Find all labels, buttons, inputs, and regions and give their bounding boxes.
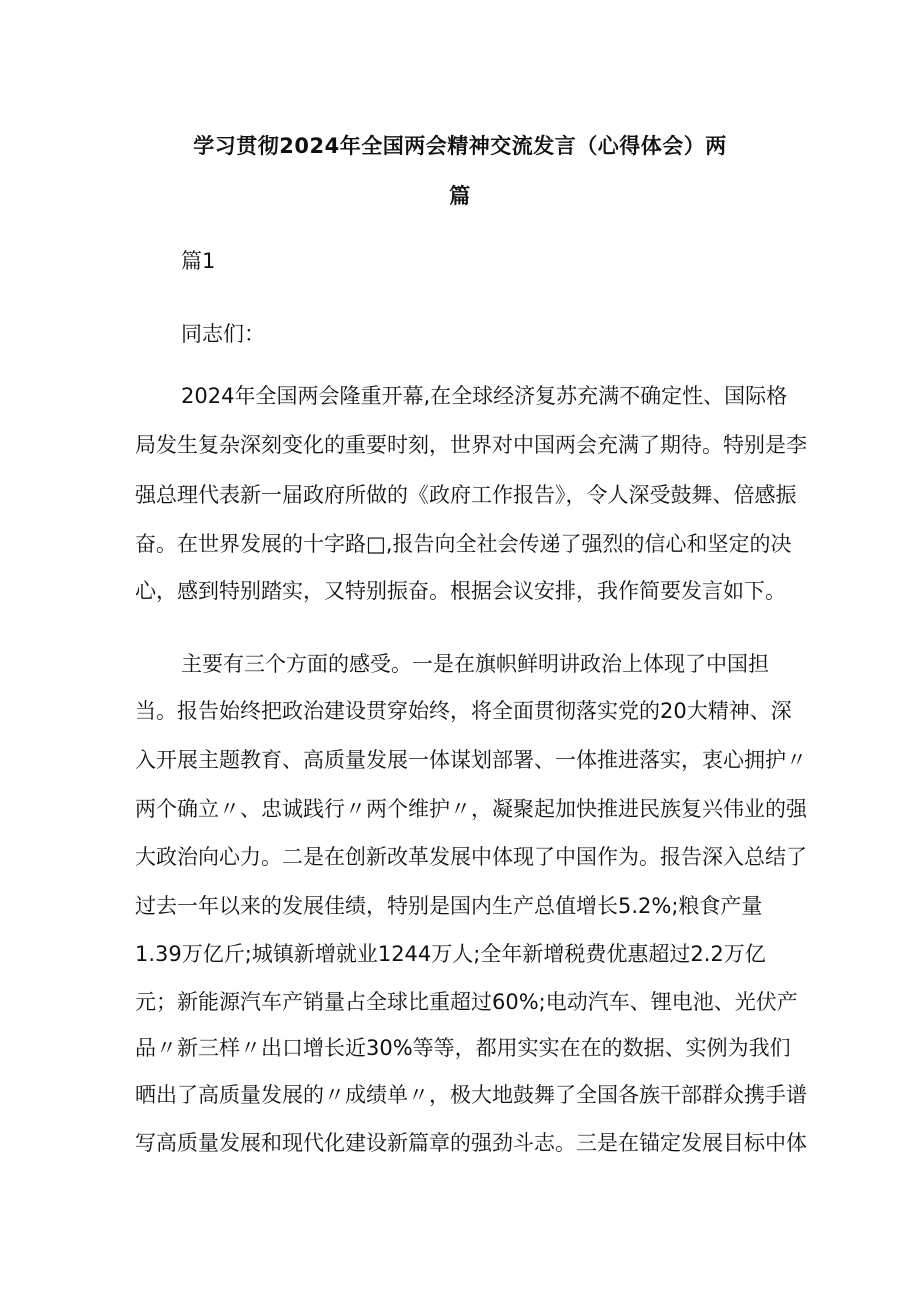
document-title-line-2: 篇	[449, 184, 471, 208]
paragraph-2-line: 入开展主题教育、高质量发展一体谋划部署、一体推进落实，衷心拥护〃	[135, 748, 807, 772]
paragraph-2-line: 晒出了高质量发展的〃成绩单〃，极大地鼓舞了全国各族干部群众携手谱	[135, 1083, 807, 1107]
paragraph-1-line: 奋。在世界发展的十字路□,报告向全社会传递了强烈的信心和坚定的决	[135, 532, 792, 556]
paragraph-2-line: 写高质量发展和现代化建设新篇章的强劲斗志。三是在锚定发展目标中体	[135, 1131, 807, 1155]
paragraph-2-line: 1.39万亿斤;城镇新增就业1244万人;全年新增税费优惠超过2.2万亿	[135, 942, 766, 966]
paragraph-1-line: 2024年全国两会隆重开幕,在全球经济复苏充满不确定性、国际格	[181, 384, 788, 408]
paragraph-2-line: 两个确立〃、忠诚践行〃两个维护〃，凝聚起加快推进民族复兴伟业的强	[135, 797, 807, 821]
paragraph-2-line: 品〃新三样〃出口增长近30%等等，都用实实在在的数据、实例为我们	[135, 1036, 791, 1060]
paragraph-2-line: 元；新能源汽车产销量占全球比重超过60%;电动汽车、锂电池、光伏产	[135, 990, 798, 1014]
paragraph-2-line: 大政治向心力。二是在创新改革发展中体现了中国作为。报告深入总结了	[135, 845, 807, 869]
paragraph-1-line: 局发生复杂深刻变化的重要时刻，世界对中国两会充满了期待。特别是李	[135, 433, 807, 457]
paragraph-2-line: 过去一年以来的发展佳绩，特别是国内生产总值增长5.2%;粮食产量	[135, 894, 763, 918]
salutation: 同志们：	[181, 322, 265, 346]
paragraph-2-line: 主要有三个方面的感受。一是在旗帜鲜明讲政治上体现了中国担	[181, 652, 769, 676]
paragraph-1-line: 强总理代表新一届政府所做的《政府工作报告》，令人深受鼓舞、倍感振	[135, 483, 797, 507]
paragraph-1-line: 心，感到特别踏实，又特别振奋。根据会议安排，我作简要发言如下。	[135, 579, 786, 603]
paragraph-2-line: 当。报告始终把政治建设贯穿始终，将全面贯彻落实党的20大精神、深	[135, 699, 792, 723]
section-heading: 篇1	[181, 249, 216, 273]
document-title-line-1: 学习贯彻2024年全国两会精神交流发言（心得体会）两	[193, 134, 727, 158]
